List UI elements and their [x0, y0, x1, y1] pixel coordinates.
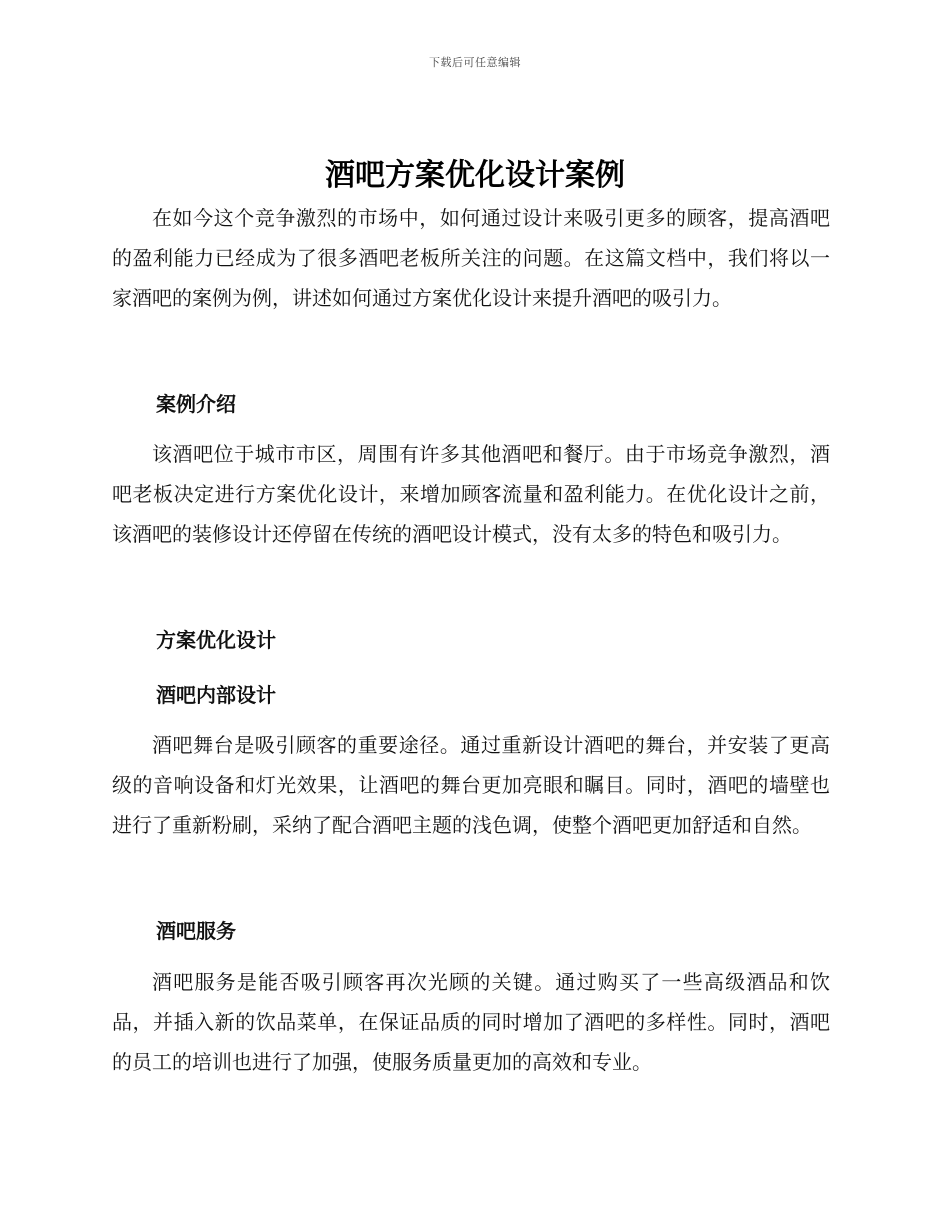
header-note: 下载后可任意编辑 — [429, 56, 521, 69]
service-paragraph: 酒吧服务是能否吸引顾客再次光顾的关键。通过购买了一些高级酒品和饮品，并插入新的饮品菜单，在保证品质的同时增加了酒吧的多样性。同时，酒吧的员工的培训也进行了加强，使服务质量更加的高效和专业。 — [112, 970, 830, 1074]
document-title: 酒吧方案优化设计案例 — [325, 158, 625, 193]
section-heading-service: 酒吧服务 — [156, 919, 236, 943]
interior-paragraph: 酒吧舞台是吸引顾客的重要途径。通过重新设计酒吧的舞台，并安装了更高级的音响设备和灯光效果，让酒吧的舞台更加亮眼和瞩目。同时，酒吧的墙壁也进行了重新粉刷，采纳了配合酒吧主题的浅色调，使整个酒吧更加舒适和自然。 — [112, 733, 830, 837]
case-intro-paragraph: 该酒吧位于城市市区，周围有许多其他酒吧和餐厅。由于市场竞争激烈，酒吧老板决定进行方案优化设计，来增加顾客流量和盈利能力。在优化设计之前，该酒吧的装修设计还停留在传统的酒吧设计模式，没有太多的特色和吸引力。 — [112, 442, 830, 546]
section-heading-optimization: 方案优化设计 — [156, 628, 276, 652]
section-heading-case-intro: 案例介绍 — [156, 392, 236, 416]
section-heading-interior: 酒吧内部设计 — [156, 683, 276, 707]
intro-paragraph: 在如今这个竞争激烈的市场中，如何通过设计来吸引更多的顾客，提高酒吧的盈利能力已经成为了很多酒吧老板所关注的问题。在这篇文档中，我们将以一家酒吧的案例为例，讲述如何通过方案优化设计来提升酒吧的吸引力。 — [112, 206, 830, 310]
